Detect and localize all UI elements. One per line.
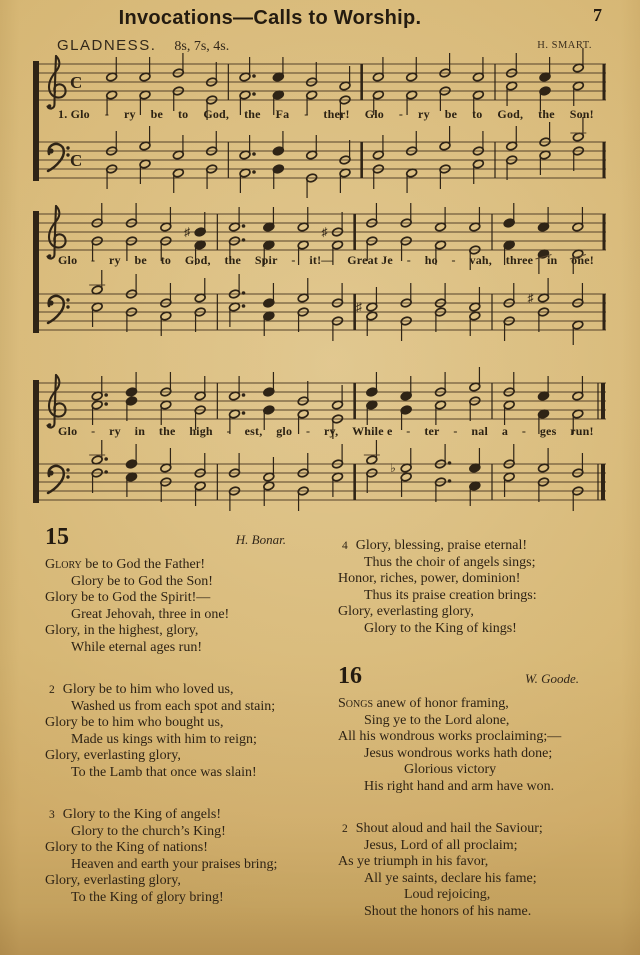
verse-line: Glory to the church’s King!	[71, 823, 226, 839]
verse-line: Glory, in the highest, glory,	[45, 623, 199, 638]
section-title: Invocations—Calls to Worship.	[118, 7, 422, 29]
lyric-syllable: to	[472, 107, 483, 121]
lyric-syllable: to	[160, 253, 172, 267]
lyric-syllable: in	[134, 424, 146, 438]
verse-line: Great Jehovah, three in one!	[71, 606, 230, 622]
verse-line: 2 Glory be to him who loved us,	[45, 682, 322, 699]
text-column-right	[338, 522, 615, 946]
verse-line: Glory be to God the Spirit!—	[45, 590, 211, 605]
verse-line: His right hand and arm have won.	[364, 778, 555, 794]
lyric-syllable: ho	[424, 253, 438, 267]
lyric-syllable: God,	[184, 253, 211, 267]
verse-number: 2	[342, 823, 348, 835]
lyric-syllable: be	[150, 107, 164, 121]
verse-line: 4 Glory, blessing, praise eternal!	[338, 538, 615, 555]
verse-line: Loud rejoicing,	[404, 887, 491, 902]
lyric-syllable: it!—	[309, 253, 334, 267]
verse-line: Glory, everlasting glory,	[45, 748, 181, 763]
verse-line: Thus its praise creation brings:	[364, 587, 537, 603]
lyric-syllable: in	[546, 253, 558, 267]
svg-text:♯: ♯	[355, 300, 362, 314]
lyric-syllable: ry	[109, 253, 121, 267]
lyric-syllable: While e	[352, 424, 393, 438]
lyric-syllable: Son!	[569, 107, 594, 121]
hymn-author: W. Goode.	[524, 671, 579, 686]
lyric-syllable: Great Je	[347, 253, 393, 267]
svg-text:♯: ♯	[321, 225, 328, 239]
hymn-verse	[338, 696, 615, 795]
lyric-syllable: the	[224, 253, 242, 267]
lyric-syllable: vah,	[469, 253, 492, 267]
lyric-syllable: Glo	[58, 424, 78, 438]
lyric-syllable: ry,	[324, 424, 339, 438]
svg-text:C: C	[70, 73, 83, 92]
lyric-syllable: ry	[109, 424, 121, 438]
svg-text:♯: ♯	[184, 225, 191, 239]
lyric-syllable: -	[451, 253, 456, 267]
verse-line: While eternal ages run!	[71, 639, 202, 655]
lyric-syllable: God,	[203, 107, 230, 121]
verse-line: To the King of glory bring!	[71, 889, 224, 905]
small-caps-lead: Glory	[45, 557, 82, 572]
verse-line: All ye saints, declare his fame;	[364, 870, 537, 886]
svg-text:♭: ♭	[390, 461, 396, 475]
lyric-syllable: a	[501, 424, 509, 438]
verse-line: Glory to the King of nations!	[45, 840, 208, 855]
lyric-syllable: Glo	[364, 107, 384, 121]
verse-line: Jesus, Lord of all proclaim;	[364, 837, 518, 853]
lyric-syllable: -	[104, 107, 110, 121]
page-number: 7	[593, 5, 602, 25]
lyric-syllable: -	[406, 253, 411, 267]
verse-line: Heaven and earth your praises bring;	[71, 856, 278, 872]
verse-line: Glory to the King of kings!	[364, 620, 517, 636]
svg-text:♯: ♯	[527, 291, 534, 305]
lyric-syllable: be	[444, 107, 458, 121]
verse-line: Songs anew of honor framing,	[338, 696, 509, 711]
verse-line: 3 Glory to the King of angels!	[45, 807, 322, 824]
lyric-syllable: God,	[497, 107, 524, 121]
lyric-syllable: -	[453, 424, 458, 438]
hymn-verse	[45, 557, 322, 656]
hymn-header	[338, 663, 615, 690]
lyric-syllable: -	[521, 424, 527, 438]
lyric-syllable: run!	[570, 424, 594, 438]
hymn-verse	[45, 807, 322, 906]
lyric-syllable: Glo	[58, 253, 78, 267]
verse-number: 3	[49, 809, 55, 821]
tune-meter: 8s, 7s, 4s.	[174, 39, 230, 54]
lyric-syllable: -	[291, 253, 296, 267]
hymn-verse	[45, 682, 322, 781]
verse-number: 4	[342, 540, 348, 552]
lyric-syllable: Spir	[254, 253, 278, 267]
lyric-syllable: -	[305, 424, 311, 438]
lyric-line	[58, 424, 594, 440]
verse-line: Honor, riches, power, dominion!	[338, 571, 521, 586]
lyric-syllable: the	[538, 107, 555, 121]
lyric-syllable: ry	[123, 107, 136, 121]
verse-line: Glory be to him who bought us,	[45, 715, 224, 730]
lyric-syllable: 1. Glo	[58, 107, 90, 121]
lyric-syllable: the	[158, 424, 176, 438]
lyric-syllable: ther!	[323, 107, 350, 121]
composer-credit: H. SMART.	[537, 40, 592, 51]
lyric-syllable: -	[304, 107, 309, 121]
verse-line: Glory, everlasting glory,	[338, 604, 474, 619]
verse-line: 2 Shout aloud and hail the Saviour;	[338, 821, 615, 838]
lyric-syllable: one!	[571, 253, 594, 267]
hymn-text-columns	[45, 522, 615, 946]
verse-line: Glory be to God the Son!	[71, 573, 213, 589]
hymn-header	[45, 524, 322, 551]
lyric-syllable: be	[134, 253, 147, 267]
lyric-syllable: -	[406, 424, 411, 438]
hymn-author: H. Bonar.	[235, 532, 286, 547]
lyric-syllable: -	[398, 107, 404, 121]
verse-line: All his wondrous works proclaiming;—	[338, 729, 562, 744]
lyric-line	[58, 253, 594, 269]
lyric-syllable: -	[226, 424, 231, 438]
verse-line: Glory, everlasting glory,	[45, 873, 181, 888]
lyric-line	[58, 107, 594, 123]
lyric-syllable: glo	[276, 424, 293, 438]
hymn-verse	[338, 538, 615, 637]
lyric-syllable: nal	[471, 424, 488, 438]
lyric-syllable: -	[91, 253, 96, 267]
lyric-syllable: est,	[244, 424, 263, 438]
hymn-number: 15	[45, 524, 69, 550]
verse-line: Made us kings with him to reign;	[71, 731, 257, 747]
svg-text:C: C	[70, 151, 83, 170]
lyric-syllable: Fa	[275, 107, 290, 121]
text-column-left	[45, 522, 322, 946]
lyric-syllable: three	[505, 253, 534, 267]
verse-line: As ye triumph in his favor,	[338, 854, 489, 869]
lyric-syllable: high	[189, 424, 213, 438]
hymn-verse	[338, 821, 615, 920]
lyric-syllable: ter	[424, 424, 440, 438]
verse-line: Thus the choir of angels sings;	[364, 554, 536, 570]
verse-line: Glory be to God the Father!	[45, 557, 206, 572]
verse-line: Shout the honors of his name.	[364, 903, 532, 919]
verse-line: Washed us from each spot and stain;	[71, 698, 276, 714]
hymn-number: 16	[338, 663, 362, 689]
lyric-syllable: to	[177, 107, 189, 121]
lyric-syllable: ges	[539, 424, 557, 438]
lyric-syllable: ry	[418, 107, 430, 121]
tune-name: GLADNESS.	[57, 37, 157, 54]
lyric-syllable: the	[244, 107, 261, 121]
verse-line: Jesus wondrous works hath done;	[364, 745, 553, 761]
verse-line: To the Lamb that once was slain!	[71, 764, 257, 780]
verse-line: Glorious victory	[404, 762, 497, 777]
verse-number: 2	[49, 684, 55, 696]
small-caps-lead: Songs	[338, 696, 374, 711]
verse-line: Sing ye to the Lord alone,	[364, 712, 510, 728]
lyric-syllable: -	[91, 424, 96, 438]
